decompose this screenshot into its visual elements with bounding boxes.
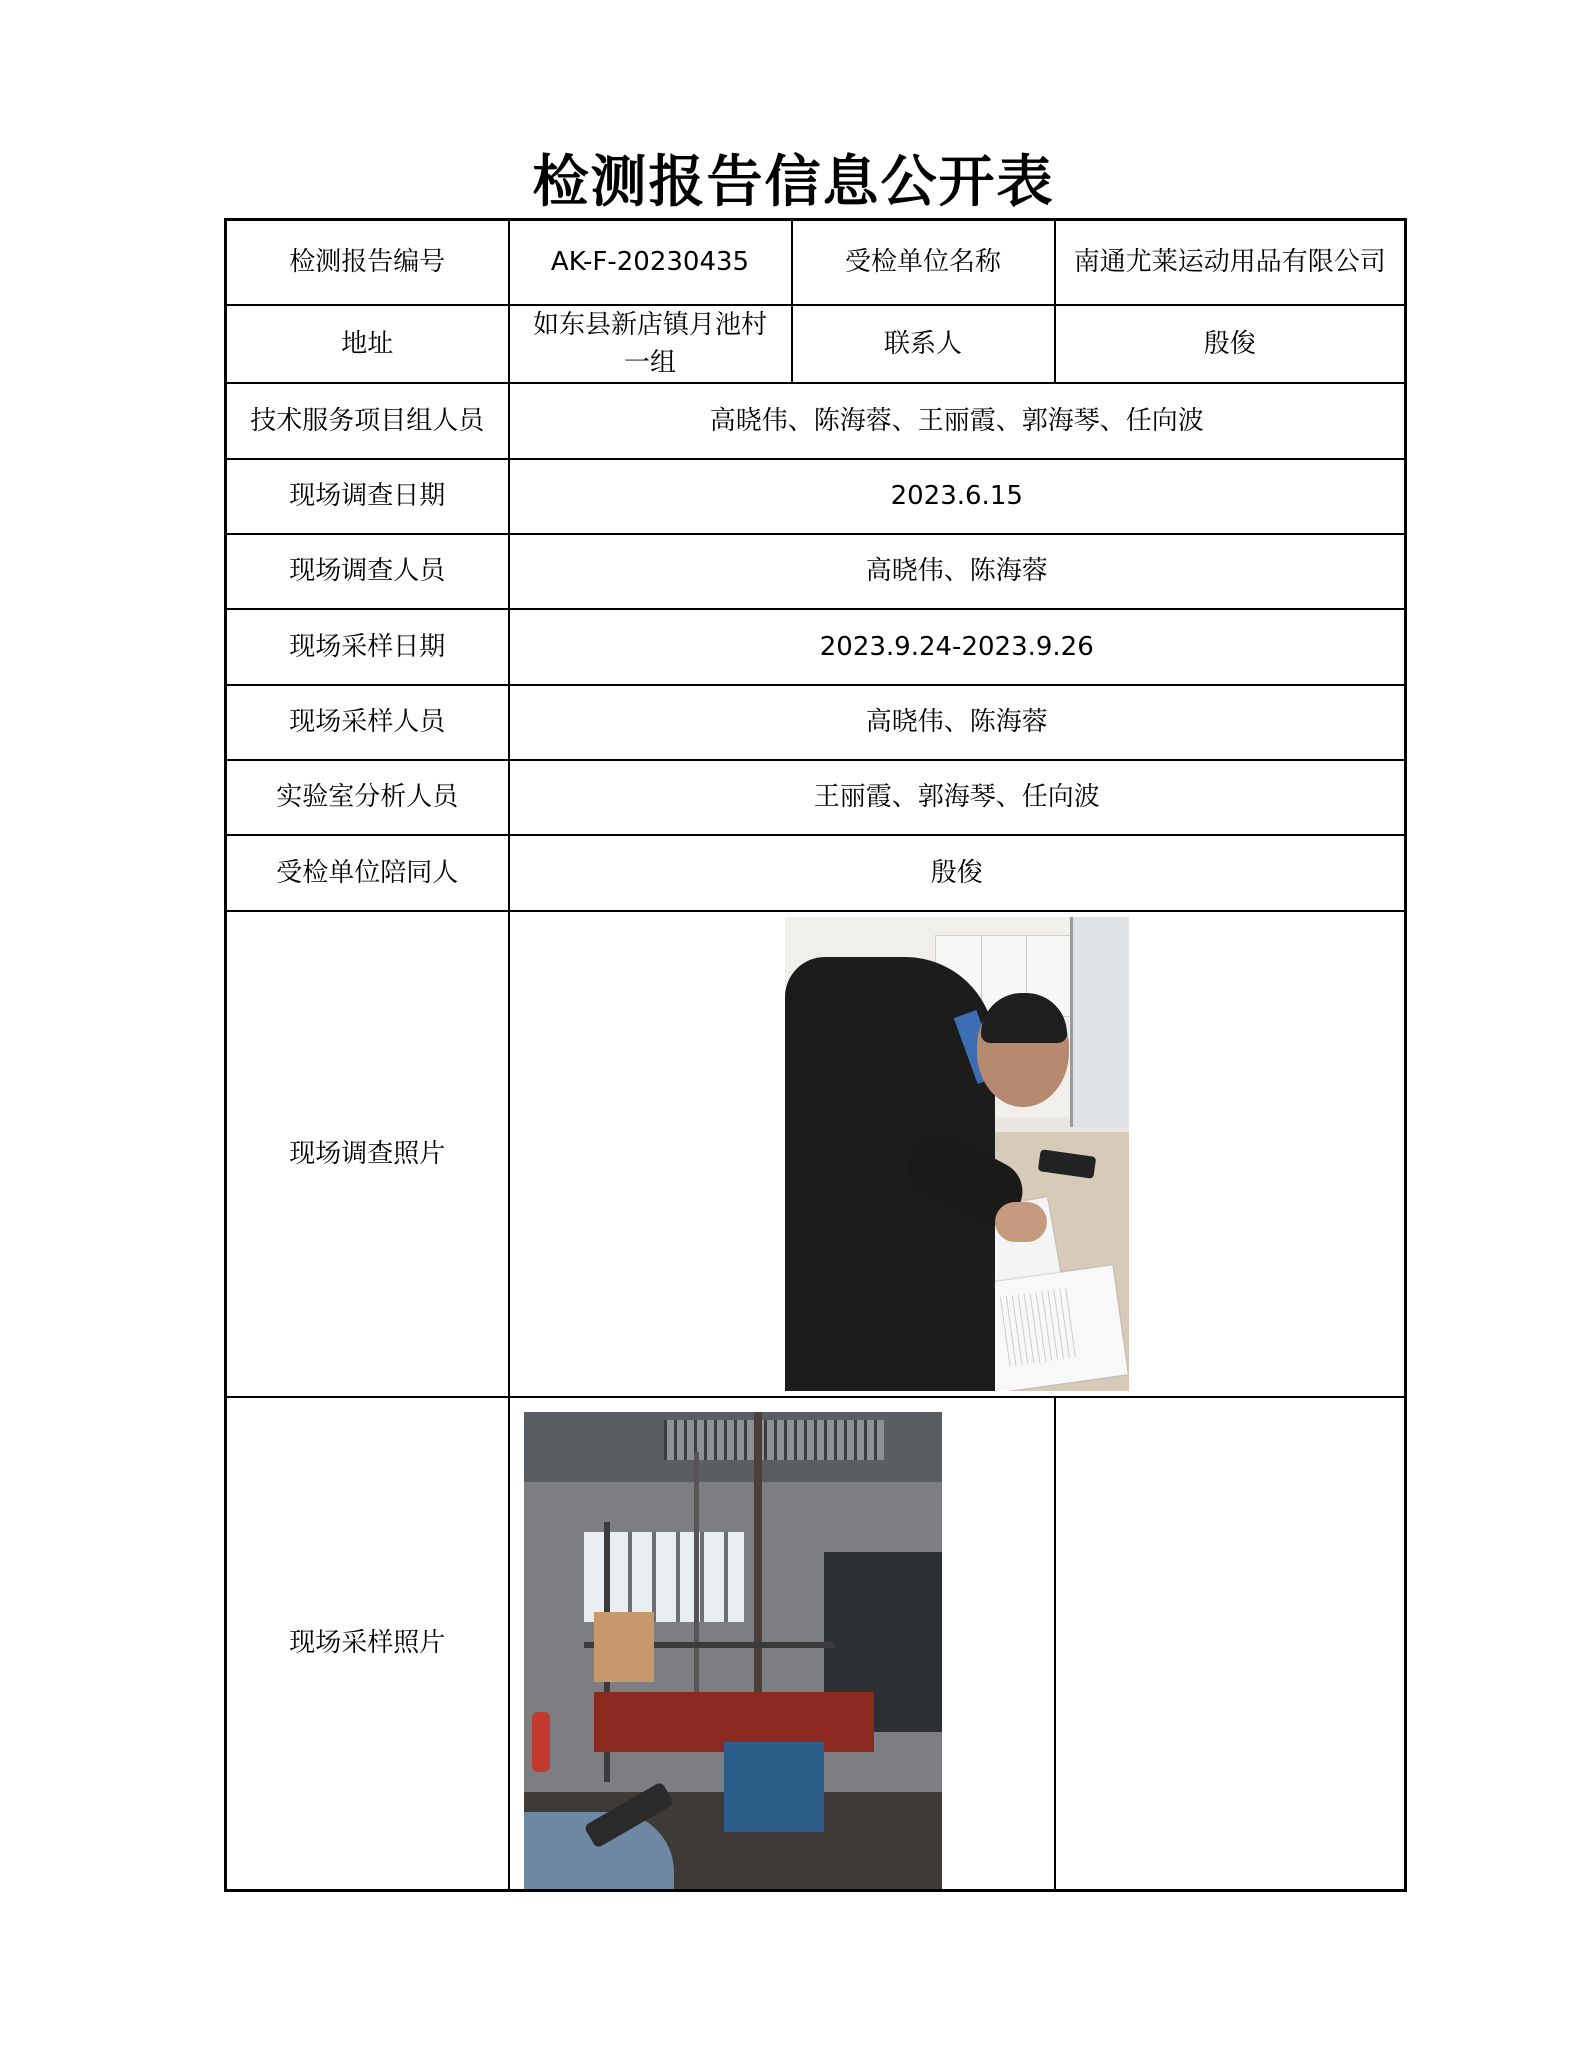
team-label: 技术服务项目组人员 (226, 383, 509, 459)
unit-name-value: 南通尤莱运动用品有限公司 (1055, 220, 1406, 305)
address-value: 如东县新店镇月池村一组 (509, 305, 792, 383)
page-title: 检测报告信息公开表 (532, 149, 1055, 215)
address-label: 地址 (226, 305, 509, 383)
contact-label: 联系人 (792, 305, 1055, 383)
team-value: 高晓伟、陈海蓉、王丽霞、郭海琴、任向波 (509, 383, 1406, 459)
lab-staff-label: 实验室分析人员 (226, 760, 509, 835)
survey-photo-cell (509, 911, 1406, 1397)
survey-staff-label: 现场调查人员 (226, 534, 509, 609)
unit-name-label: 受检单位名称 (792, 220, 1055, 305)
survey-photo (785, 917, 1129, 1391)
contact-value: 殷俊 (1055, 305, 1406, 383)
sampling-date-value: 2023.9.24-2023.9.26 (509, 609, 1406, 685)
survey-date-value: 2023.6.15 (509, 459, 1406, 534)
report-no-value: AK-F-20230435 (509, 220, 792, 305)
escort-value: 殷俊 (509, 835, 1406, 911)
survey-date-label: 现场调查日期 (226, 459, 509, 534)
sampling-photo-label: 现场采样照片 (226, 1397, 509, 1891)
report-info-table (224, 218, 1407, 1892)
lab-staff-value: 王丽霞、郭海琴、任向波 (509, 760, 1406, 835)
survey-staff-value: 高晓伟、陈海蓉 (509, 534, 1406, 609)
report-no-label: 检测报告编号 (226, 220, 509, 305)
sampling-staff-value: 高晓伟、陈海蓉 (509, 685, 1406, 760)
sampling-photo-cell (509, 1397, 1055, 1891)
escort-label: 受检单位陪同人 (226, 835, 509, 911)
sampling-photo (524, 1412, 942, 1889)
empty-cell (1055, 1397, 1406, 1891)
sampling-date-label: 现场采样日期 (226, 609, 509, 685)
sampling-staff-label: 现场采样人员 (226, 685, 509, 760)
survey-photo-label: 现场调查照片 (226, 911, 509, 1397)
